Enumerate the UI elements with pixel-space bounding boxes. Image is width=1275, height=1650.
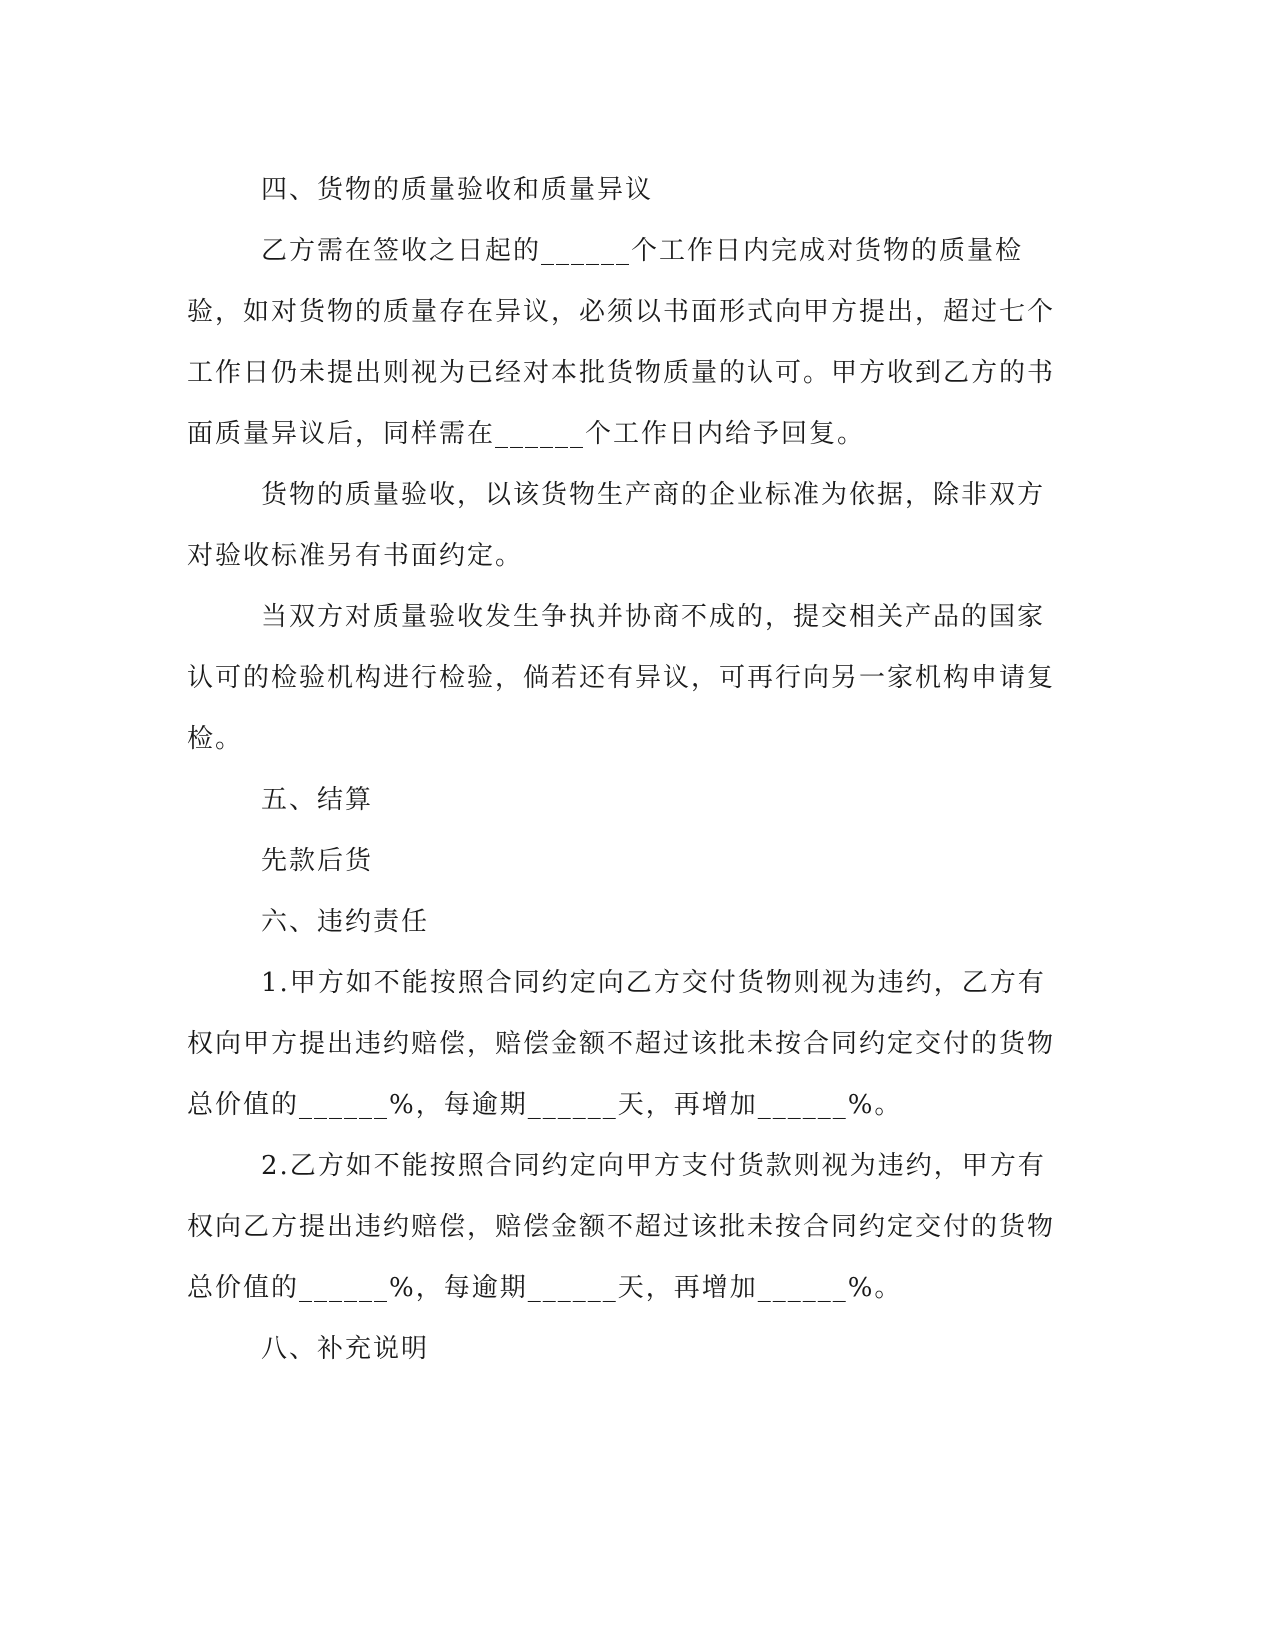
section-heading-settlement: 五、结算 xyxy=(261,785,374,815)
paragraph-liability-party-b: 2.乙方如不能按照合同约定向甲方支付货款则视为违约，甲方有权向乙方提出违约赔偿，赔偿金额不超过该批未按合同约定交付的货物总价值的______%，每逾期______天，再增加______%。 xyxy=(187,1151,1056,1303)
section-heading-liability: 六、违约责任 xyxy=(261,907,430,937)
section-heading-supplement: 八、补充说明 xyxy=(261,1334,430,1364)
section-heading-quality-inspection: 四、货物的质量验收和质量异议 xyxy=(261,175,654,205)
paragraph-liability-party-a: 1.甲方如不能按照合同约定向乙方交付货物则视为违约，乙方有权向甲方提出违约赔偿，赔偿金额不超过该批未按合同约定交付的货物总价值的______%，每逾期______天，再增加______%。 xyxy=(187,968,1056,1120)
paragraph-dispute-resolution: 当双方对质量验收发生争执并协商不成的，提交相关产品的国家认可的检验机构进行检验，倘若还有异议，可再行向另一家机构申请复检。 xyxy=(187,602,1056,754)
paragraph-inspection-period: 乙方需在签收之日起的______个工作日内完成对货物的质量检验，如对货物的质量存在异议，必须以书面形式向甲方提出，超过七个工作日仍未提出则视为已经对本批货物质量的认可。甲方收到乙方的书面质量异议后，同样需在______个工作日内给予回复。 xyxy=(187,236,1056,449)
paragraph-inspection-standard: 货物的质量验收，以该货物生产商的企业标准为依据，除非双方对验收标准另有书面约定。 xyxy=(187,480,1046,571)
paragraph-settlement-terms: 先款后货 xyxy=(261,846,374,876)
document-body xyxy=(187,160,1067,1380)
